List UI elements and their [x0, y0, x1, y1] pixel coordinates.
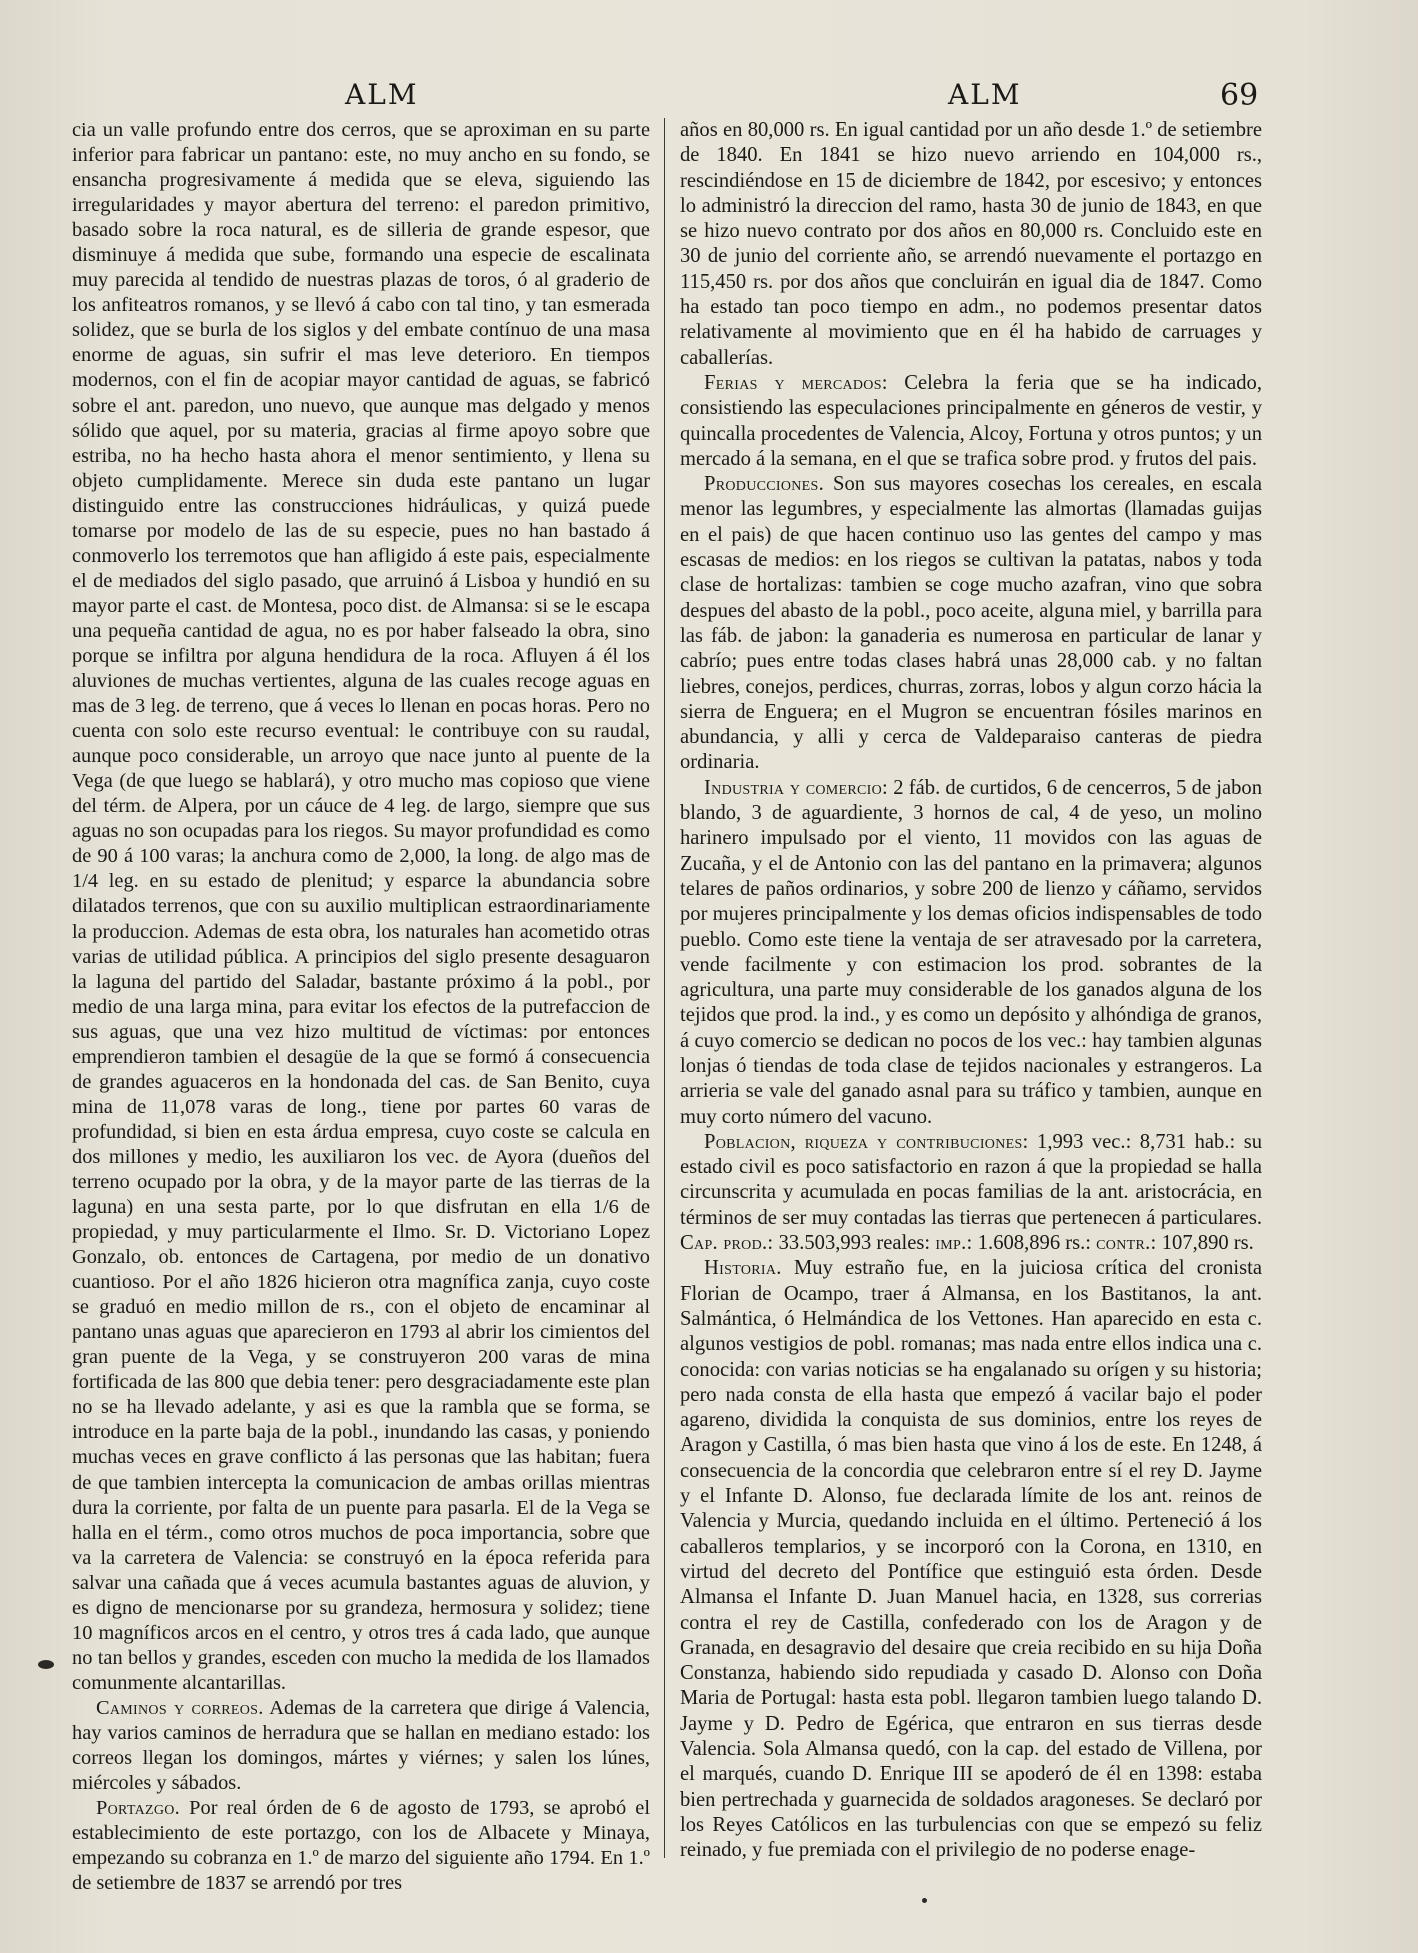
section-industria	[680, 776, 1262, 1130]
ink-blot	[38, 1660, 54, 1669]
header-right-word: ALM	[948, 78, 1022, 111]
section-text-portazgo: Por real órden de 6 de agosto de 1793, se aprobó el establecimiento de este portazgo, con los de Albacete y Minaya, empezando su cobranza en 1.º de marzo del siguiente año 1794. En 1.º de setiembre de 1837 se arrendó por tres	[72, 1797, 650, 1895]
page-number: 69	[1220, 78, 1259, 113]
section-text-ferias: Celebra la feria que se ha indicado, consistiendo las especulaciones principalmente en géneros de vestir, y quincalla procedentes de Valencia, Alcoy, Fortuna y otros puntos; y un mercado á la semana, en el que se trafica sobre prod. y frutos del pais.	[680, 371, 1262, 470]
section-heading-producciones: Producciones.	[704, 473, 825, 496]
contr-label: contr.:	[1096, 1232, 1157, 1255]
section-ferias	[680, 371, 1262, 472]
section-text-caminos: Ademas de la carretera que dirige á Valencia, hay varios caminos de herradura que se hallan en mediano estado: los correos llegan los domingos, mártes y viérnes; y salen los lúnes, miércoles y sábados.	[72, 1696, 650, 1795]
section-text-poblacion: 1,993 vec.: 8,731 hab.: su estado civil es poco satisfactorio en razon á que la propiedad se halla circunscrita y acumulada en pocas familias de la ant. aristocrácia, en términos de ser muy contadas las tierras que pertenecen á particulares.	[680, 1130, 1263, 1229]
section-heading-caminos: Caminos y correos.	[96, 1696, 264, 1719]
contr-value: 107,890 rs.	[1156, 1232, 1254, 1255]
column-divider	[664, 118, 665, 1858]
section-heading-historia: Historia.	[704, 1257, 782, 1280]
running-header	[0, 78, 1418, 118]
cap-prod-label: Cap. prod.:	[680, 1232, 774, 1255]
section-text-industria: 2 fáb. de curtidos, 6 de cencerros, 5 de jabon blando, 3 de aguardiente, 3 hornos de cal, 4 de yeso, un molino harinero impulsado por el viento, 11 movidos con las aguas de Zucaña, y el de Antonio con las del pantano en la primavera; algunos telares de paños ordinarios, y sobre 200 de lienzo y cáñamo, servidos por mujeres principalmente y los demas oficios indispensables de todo pueblo. Como este tiene la ventaja de ser atravesado por la carretera, vende facilmente y con estimacion los prod. sobrantes de la agricultura, una parte muy considerable de los ganados alguna de los tejidos que prod. la ind., y es como un depósito y alhóndiga de granos, á cuyo comercio se dedican no pocos de los vec.: hay tambien algunas lonjas ó tiendas de toda clase de tejidos nacionales y estrangeros. La arrieria se vale del ganado asnal para su tráfico y tambien, aunque en muy corto número del vacuno.	[680, 776, 1262, 1128]
imp-value: 1.608,896 rs.:	[972, 1232, 1097, 1255]
left-column	[72, 118, 650, 1896]
section-heading-poblacion: Poblacion, riqueza y contribuciones:	[704, 1130, 1029, 1153]
section-text-historia: Muy estraño fue, en la juiciosa crítica del cronista Florian de Ocampo, traer á Almansa, en los Bastitanos, la ant. Salmántica, ó Helmándica de los Vettones. Han aparecido en esta c. algunos vestigios de pobl. romanas; mas nada entre ellos indica una c. conocida: con varias noticias se ha engalanado su orígen y su historia; pero nada consta de ella hasta que empezó á vacilar bajo el poder agareno, dividida la conquista de sus dominios, entre los reyes de Aragon y Castilla, ó mas bien hasta que vino á los de este. En 1248, á consecuencia de la concordia que celebraron entre sí el rey D. Jayme y el Infante D. Alonso, fue declarada límite de los ant. reinos de Valencia y Murcia, quedando incluida en el último. Perteneció á los caballeros templarios, y se incorporó con la Corona, en 1310, en virtud del decreto del Pontífice que estinguió esta órden. Desde Almansa el Infante D. Juan Manuel hacia, en 1328, sus correrias contra el rey de Castilla, confederado con los de Aragon y de Granada, en desagravio del desaire que creia recibido en su hija Doña Constanza, habiendo sido repudiada y casado D. Alonso con Doña Maria de Portugal: hasta esta pobl. llegaron tambien luego talando D. Jayme y D. Pedro de Egérica, que entraron en sus tierras desde Valencia. Sola Almansa quedó, con la cap. del estado de Villena, por el marqués, cuando D. Enrique III se apoderó de él en 1398: estaba bien pertrechada y guarnecida de soldados aragoneses. Se declaró por los Reyes Católicos en las turbulencias con que se empezó su feliz reinado, y fue premiada con el privilegio de no poderse enage-	[680, 1257, 1262, 1862]
header-left-word: ALM	[345, 78, 419, 111]
section-poblacion	[680, 1130, 1262, 1256]
section-text-producciones: Son sus mayores cosechas los cereales, en escala menor las legumbres, y especialmente las almortas (llamadas guijas en el pais) de que hacen continuo uso las gentes del campo y mas escasas de medios: en los riegos se cultivan la patatas, nabos y toda clase de hortalizas: tambien se coge mucho azafran, vino que sobra despues del abasto de la pobl., poco aceite, alguna miel, y barrilla para las fáb. de jabon: la ganaderia es numerosa en particular de lanar y cabrío; pues entre todas clases habrá unas 28,000 cab. y no faltan liebres, conejos, perdices, churras, zorras, lobos y algun corzo hácia la sierra de Enguera; en el Mugron se encuentran fósiles marinos en abundancia, y alli y cerca de Valdeparaiso canteras de piedra ordinaria.	[680, 473, 1262, 774]
section-heading-ferias: Ferias y mercados:	[704, 371, 888, 394]
section-heading-industria: Industria y comercio:	[704, 776, 889, 799]
section-heading-portazgo: Portazgo.	[96, 1797, 181, 1820]
section-historia	[680, 1256, 1262, 1863]
right-paragraph-portazgo-cont: años en 80,000 rs. En igual cantidad por un año desde 1.º de setiembre de 1840. En 1841 se hizo nuevo arriendo en 104,000 rs., rescindiéndose en 15 de diciembre de 1842, por escesivo; y entonces lo administró la direccion del ramo, hasta 30 de junio de 1843, en que se hizo nuevo contrato por dos años en 80,000 rs. Concluido este en 30 de junio del corriente año, se arrendó nuevamente el portazgo en 115,450 rs. por dos años que concluirán en igual dia de 1847. Como ha estado tan poco tiempo en adm., no podemos presentar datos relativamente al movimiento que en él ha habido de carruages y caballerías.	[680, 119, 1262, 369]
section-producciones	[680, 472, 1262, 776]
right-column	[680, 118, 1262, 1863]
left-paragraph-pantano: cia un valle profundo entre dos cerros, que se aproximan en su parte inferior para fabricar un pantano: este, no muy ancho en su fondo, se ensancha progresivamente á medida que se eleva, siguiendo las irregularidades y mayor abertura del terreno: el paredon primitivo, basado sobre la roca natural, es de silleria de grande espesor, que disminuye á medida que sube, formando una especie de escalinata muy parecida al tendido de nuestras plazas de toros, ó al graderio de los anfiteatros romanos, y se llevó á cabo con tal tino, y tan esmerada solidez, que se burla de los siglos y del embate contínuo de una masa enorme de aguas, sin sufrir el mas leve deterioro. En tiempos modernos, con el fin de acopiar mayor cantidad de aguas, se fabricó sobre el ant. paredon, uno nuevo, que aunque mas delgado y menos sólido que aquel, por su materia, gracias al firme apoyo sobre que estriba, no ha hecho hasta ahora el menor sentimiento, y llena su objeto cumplidamente. Merece sin duda este pantano un lugar distinguido entre las construcciones hidráulicas, y quizá puede tomarse por modelo de las de su especie, pues no han bastado á conmoverlo los terremotos que han afligido á este pais, especialmente el de mediados del siglo pasado, que arruinó á Lisboa y hundió en su mayor parte el cast. de Montesa, poco dist. de Almansa: si se le escapa una pequeña cantidad de agua, no es por haber falseado la obra, sino porque se infiltra por alguna hendidura de la roca. Afluyen á él los aluviones de muchas vertientes, alguna de las cuales recoge aguas en mas de 3 leg. de terreno, que á veces lo llenan en pocas horas. Pero no cuenta con solo este recurso eventual: le contribuye con su raudal, aunque poco considerable, un arroyo que nace junto al puente de la Vega (de que luego se hablará), y otro mucho mas copioso que viene del térm. de Alpera, por un cáuce de 4 leg. de largo, siempre que sus aguas no son ocupadas para los riegos. Su mayor profundidad es como de 90 á 100 varas; la anchura como de 2,000, la long. de algo mas de 1/4 leg. en su estado de plenitud; y esparce la abundancia sobre dilatados terrenos, que con su auxilio multiplican estraordinariamente la produccion. Ademas de esta obra, los naturales han acometido otras varias de utilidad pública. A principios del siglo presente desaguaron la laguna del partido del Saladar, bastante próximo á la pobl., por medio de una larga mina, para evitar los efectos de la putrefaccion de sus aguas, que una vez hizo multitud de víctimas: por entonces emprendieron tambien el desagüe de la que se formó á consecuencia de grandes aguaceros en la hondonada del cas. de San Benito, cuya mina de 11,078 varas de long., tiene por partes 60 varas de profundidad, si bien en esta árdua empresa, cuyo coste se calcula en dos millones y medio, les auxiliaron los vec. de Ayora (dueños del terreno ocupado por la obra, y de la mayor parte de las tierras de la laguna) en una sesta parte, por lo que disfrutan en ella 1/6 de propiedad, y muy particularmente el Ilmo. Sr. D. Victoriano Lopez Gonzalo, ob. entonces de Cartagena, por medio de un donativo cuantioso. Por el año 1826 hicieron otra magnífica zanja, cuyo coste se graduó en medio millon de rs., con el objeto de encaminar al pantano unas aguas que aparecieron en 1793 al abrir los cimientos del gran puente de la Vega, y se construyeron 200 varas de mina fortificada de las 800 que debia tener: pero desgraciadamente este plan no se ha llevado adelante, y asi es que la rambla que se forma, se introduce en la parte baja de la pobl., inundando las casas, y poniendo muchas veces en grave conflicto á las personas que las habitan; fuera de que tambien intercepta la comunicacion de ambas orillas mientras dura la corriente, por falta de un puente para pasarla. El de la Vega se halla en el térm., como otros muchos de poca importancia, sobre que va la carretera de Valencia: se construyó en la época referida para salvar una cañada que á veces acumula bastantes aguas de aluvion, y es digno de mencionarse por su grandeza, hermosura y solidez; tiene 10 magníficos arcos en el centro, y otros tres á cada lado, que aunque no tan bellos y grandes, esceden con mucho la medida de los llamados comunmente alcantarillas.	[72, 119, 650, 1694]
imp-label: imp.:	[935, 1232, 973, 1255]
cap-prod-value: 33.503,993 reales:	[773, 1232, 936, 1255]
ink-dot	[922, 1898, 927, 1903]
section-portazgo	[72, 1796, 650, 1896]
section-caminos	[72, 1696, 650, 1796]
